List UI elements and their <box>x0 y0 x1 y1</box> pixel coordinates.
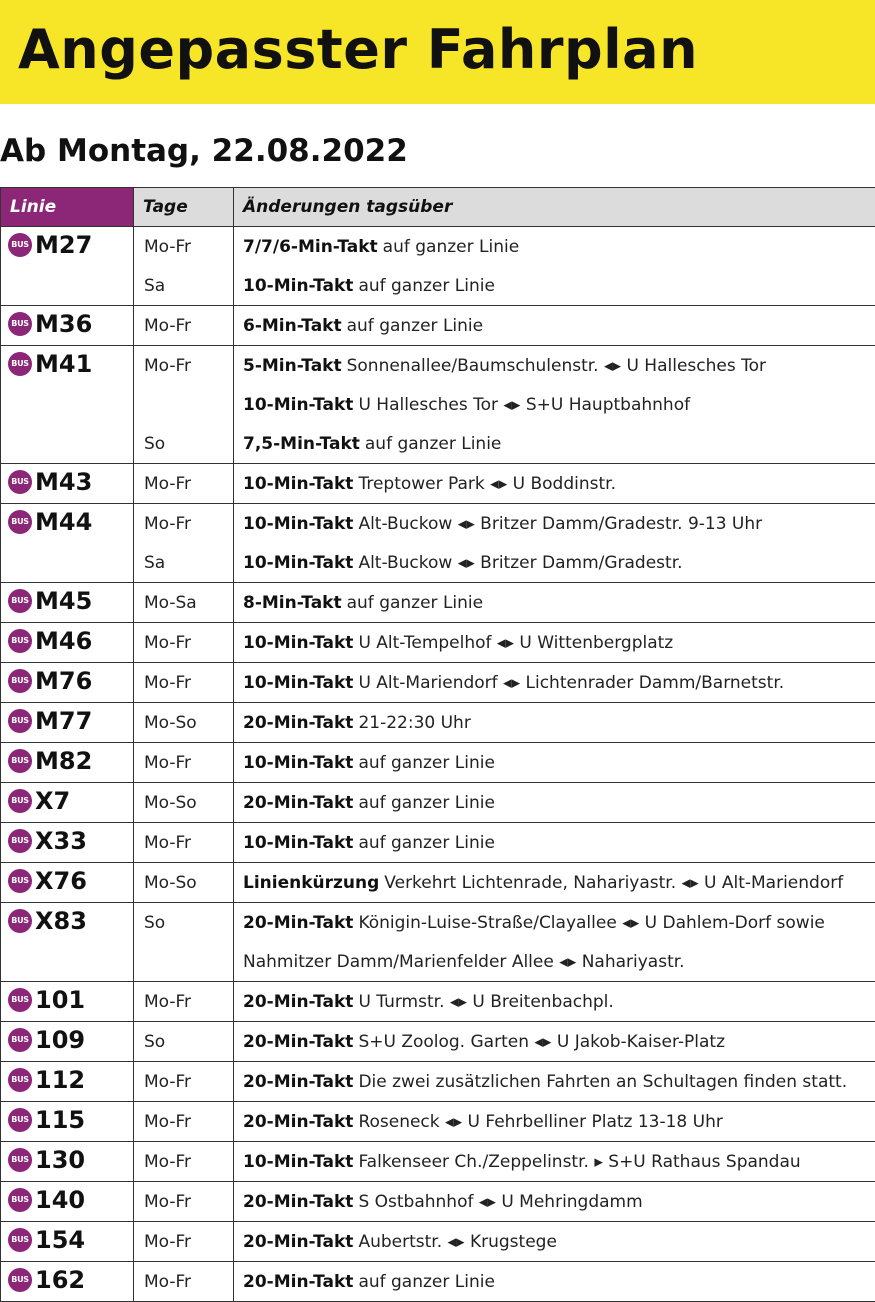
change-entry <box>234 982 875 1021</box>
line-cell <box>1 227 134 306</box>
frequency-label: 10-Min-Takt <box>243 276 353 296</box>
days-value: Mo-Fr <box>134 743 233 782</box>
days-value: Mo-Fr <box>134 346 233 385</box>
change-entry <box>234 346 875 385</box>
days-value: Mo-Fr <box>134 1102 233 1141</box>
change-entry <box>234 783 875 822</box>
change-entry <box>234 227 875 266</box>
table-row <box>1 1222 875 1262</box>
days-cell <box>134 1222 234 1262</box>
frequency-label: 10-Min-Takt <box>243 553 353 573</box>
bus-icon: BUS <box>8 988 32 1012</box>
bus-icon: BUS <box>8 789 32 813</box>
change-description: auf ganzer Linie <box>347 593 484 613</box>
table-row <box>1 982 875 1022</box>
table-row <box>1 504 875 583</box>
table-row <box>1 783 875 823</box>
changes-cell <box>234 306 875 346</box>
frequency-label: 20-Min-Takt <box>243 1112 353 1132</box>
days-value <box>134 942 233 981</box>
days-cell <box>134 227 234 306</box>
bus-icon: BUS <box>8 589 32 613</box>
days-value: Mo-Fr <box>134 663 233 702</box>
days-cell <box>134 1262 234 1302</box>
change-description: auf ganzer Linie <box>358 753 495 773</box>
change-entry <box>234 504 875 543</box>
table-row <box>1 1262 875 1302</box>
bus-icon: BUS <box>8 629 32 653</box>
frequency-label: 20-Min-Takt <box>243 793 353 813</box>
changes-cell <box>234 464 875 504</box>
changes-cell <box>234 982 875 1022</box>
line-cell <box>1 783 134 823</box>
change-entry <box>234 623 875 662</box>
change-entry <box>234 1182 875 1221</box>
change-entry <box>234 1142 875 1181</box>
table-row <box>1 1142 875 1182</box>
line-cell <box>1 346 134 464</box>
frequency-label: 6-Min-Takt <box>243 316 342 336</box>
line-cell <box>1 1182 134 1222</box>
change-description: Die zwei zusätzlichen Fahrten an Schultagen finden statt. <box>358 1072 847 1092</box>
line-number: 109 <box>35 1026 85 1054</box>
bus-icon: BUS <box>8 1148 32 1172</box>
line-cell <box>1 743 134 783</box>
change-entry <box>234 1262 875 1301</box>
change-description: S+U Zoolog. Garten ◂▸ U Jakob-Kaiser-Platz <box>358 1032 725 1052</box>
frequency-label: 20-Min-Takt <box>243 1232 353 1252</box>
changes-cell <box>234 863 875 903</box>
line-number: 115 <box>35 1106 85 1134</box>
days-value: Sa <box>134 543 233 582</box>
change-description: auf ganzer Linie <box>358 1272 495 1292</box>
change-entry <box>234 942 875 981</box>
frequency-label: 10-Min-Takt <box>243 474 353 494</box>
change-entry <box>234 543 875 582</box>
line-number: X7 <box>35 787 70 815</box>
days-cell <box>134 346 234 464</box>
days-value: Mo-Fr <box>134 982 233 1021</box>
days-value: Mo-Fr <box>134 1182 233 1221</box>
change-description: auf ganzer Linie <box>358 276 495 296</box>
days-cell <box>134 1062 234 1102</box>
frequency-label: 5-Min-Takt <box>243 356 342 376</box>
change-description: Königin-Luise-Straße/Clayallee ◂▸ U Dahlem-Dorf sowie <box>358 913 824 933</box>
bus-icon: BUS <box>8 510 32 534</box>
days-cell <box>134 306 234 346</box>
days-cell <box>134 583 234 623</box>
frequency-label: 10-Min-Takt <box>243 395 353 415</box>
line-number: M77 <box>35 707 92 735</box>
changes-cell <box>234 1262 875 1302</box>
change-entry <box>234 464 875 503</box>
changes-cell <box>234 1022 875 1062</box>
table-row <box>1 306 875 346</box>
table-row <box>1 1062 875 1102</box>
frequency-label: 8-Min-Takt <box>243 593 342 613</box>
line-number: M45 <box>35 587 92 615</box>
line-cell <box>1 903 134 982</box>
changes-cell <box>234 743 875 783</box>
bus-icon: BUS <box>8 1268 32 1292</box>
bus-icon: BUS <box>8 1108 32 1132</box>
line-number: 140 <box>35 1186 85 1214</box>
frequency-label: 10-Min-Takt <box>243 753 353 773</box>
line-number: X33 <box>35 827 87 855</box>
change-description: U Turmstr. ◂▸ U Breitenbachpl. <box>358 992 613 1012</box>
table-row <box>1 743 875 783</box>
changes-cell <box>234 1102 875 1142</box>
frequency-label: 10-Min-Takt <box>243 673 353 693</box>
change-entry <box>234 703 875 742</box>
days-value: So <box>134 1022 233 1061</box>
line-cell <box>1 1062 134 1102</box>
line-cell <box>1 504 134 583</box>
change-description: Aubertstr. ◂▸ Krugstege <box>358 1232 556 1252</box>
line-cell <box>1 583 134 623</box>
change-entry <box>234 743 875 782</box>
days-cell <box>134 1022 234 1062</box>
line-number: X83 <box>35 907 87 935</box>
line-cell <box>1 1222 134 1262</box>
change-description: Falkenseer Ch./Zeppelinstr. ▸ S+U Rathaus Spandau <box>358 1152 800 1172</box>
table-row <box>1 346 875 464</box>
line-cell <box>1 623 134 663</box>
change-entry <box>234 385 875 424</box>
line-number: M76 <box>35 667 92 695</box>
table-row <box>1 863 875 903</box>
line-number: M36 <box>35 310 92 338</box>
changes-cell <box>234 903 875 982</box>
change-description: U Alt-Mariendorf ◂▸ Lichtenrader Damm/Barnetstr. <box>358 673 784 693</box>
line-cell <box>1 306 134 346</box>
line-number: 162 <box>35 1266 85 1294</box>
change-entry <box>234 1102 875 1141</box>
bus-icon: BUS <box>8 352 32 376</box>
frequency-label: 10-Min-Takt <box>243 1152 353 1172</box>
days-value: Mo-Fr <box>134 1062 233 1101</box>
change-description: Sonnenallee/Baumschulenstr. ◂▸ U Hallesches Tor <box>347 356 766 376</box>
frequency-label: 20-Min-Takt <box>243 992 353 1012</box>
line-cell <box>1 823 134 863</box>
days-value: Mo-Fr <box>134 227 233 266</box>
frequency-label: 20-Min-Takt <box>243 1272 353 1292</box>
change-entry <box>234 863 875 902</box>
table-row <box>1 227 875 306</box>
change-description: Roseneck ◂▸ U Fehrbelliner Platz 13-18 Uhr <box>358 1112 722 1132</box>
days-cell <box>134 703 234 743</box>
days-value <box>134 385 233 424</box>
change-description: S Ostbahnhof ◂▸ U Mehringdamm <box>358 1192 642 1212</box>
bus-icon: BUS <box>8 869 32 893</box>
line-number: M82 <box>35 747 92 775</box>
line-number: 154 <box>35 1226 85 1254</box>
frequency-label: 10-Min-Takt <box>243 833 353 853</box>
table-header-row <box>1 188 875 227</box>
days-cell <box>134 464 234 504</box>
line-cell <box>1 703 134 743</box>
changes-cell <box>234 703 875 743</box>
change-description: Verkehrt Lichtenrade, Nahariyastr. ◂▸ U Alt-Mariendorf <box>384 873 843 893</box>
change-entry <box>234 583 875 622</box>
table-row <box>1 1102 875 1142</box>
days-cell <box>134 783 234 823</box>
table-row <box>1 623 875 663</box>
bus-icon: BUS <box>8 829 32 853</box>
bus-icon: BUS <box>8 709 32 733</box>
days-value: Sa <box>134 266 233 305</box>
days-value: Mo-Fr <box>134 1222 233 1261</box>
change-entry <box>234 1062 875 1101</box>
line-number: M41 <box>35 350 92 378</box>
frequency-label: 7,5-Min-Takt <box>243 434 360 454</box>
change-description: auf ganzer Linie <box>358 833 495 853</box>
line-number: 101 <box>35 986 85 1014</box>
table-row <box>1 583 875 623</box>
changes-cell <box>234 504 875 583</box>
days-value: Mo-Fr <box>134 823 233 862</box>
change-entry <box>234 1022 875 1061</box>
days-value: Mo-Fr <box>134 504 233 543</box>
days-cell <box>134 823 234 863</box>
bus-icon: BUS <box>8 909 32 933</box>
line-cell <box>1 663 134 703</box>
changes-cell <box>234 583 875 623</box>
change-description: Nahmitzer Damm/Marienfelder Allee ◂▸ Nahariyastr. <box>243 952 685 972</box>
change-description: auf ganzer Linie <box>347 316 484 336</box>
line-number: M43 <box>35 468 92 496</box>
changes-cell <box>234 1142 875 1182</box>
schedule-table <box>0 187 875 1302</box>
line-cell <box>1 1262 134 1302</box>
changes-cell <box>234 663 875 703</box>
bus-icon: BUS <box>8 749 32 773</box>
frequency-label: 20-Min-Takt <box>243 1192 353 1212</box>
line-number: 130 <box>35 1146 85 1174</box>
changes-cell <box>234 623 875 663</box>
page-title: Angepasster Fahrplan <box>18 18 698 81</box>
frequency-label: 20-Min-Takt <box>243 1072 353 1092</box>
days-value: Mo-So <box>134 783 233 822</box>
days-cell <box>134 903 234 982</box>
days-cell <box>134 504 234 583</box>
table-row <box>1 464 875 504</box>
line-cell <box>1 1102 134 1142</box>
days-value: Mo-Fr <box>134 1142 233 1181</box>
line-cell <box>1 1022 134 1062</box>
line-number: M46 <box>35 627 92 655</box>
changes-cell <box>234 1222 875 1262</box>
days-value: Mo-So <box>134 863 233 902</box>
days-value: Mo-Sa <box>134 583 233 622</box>
changes-cell <box>234 1062 875 1102</box>
days-cell <box>134 1182 234 1222</box>
line-number: M27 <box>35 231 92 259</box>
bus-icon: BUS <box>8 470 32 494</box>
days-cell <box>134 1102 234 1142</box>
days-cell <box>134 863 234 903</box>
days-value: Mo-Fr <box>134 1262 233 1301</box>
table-row <box>1 663 875 703</box>
column-header-aenderungen: Änderungen tagsüber <box>234 188 875 227</box>
line-number: 112 <box>35 1066 85 1094</box>
changes-cell <box>234 346 875 464</box>
table-row <box>1 903 875 982</box>
frequency-label: 10-Min-Takt <box>243 514 353 534</box>
change-description: U Hallesches Tor ◂▸ S+U Hauptbahnhof <box>358 395 690 415</box>
frequency-label: 20-Min-Takt <box>243 713 353 733</box>
days-value: So <box>134 424 233 463</box>
column-header-tage: Tage <box>134 188 234 227</box>
frequency-label: 20-Min-Takt <box>243 1032 353 1052</box>
days-cell <box>134 623 234 663</box>
bus-icon: BUS <box>8 1228 32 1252</box>
change-description: Alt-Buckow ◂▸ Britzer Damm/Gradestr. 9-13 Uhr <box>358 514 762 534</box>
change-description: Alt-Buckow ◂▸ Britzer Damm/Gradestr. <box>358 553 682 573</box>
table-row <box>1 1182 875 1222</box>
frequency-label: Linienkürzung <box>243 873 379 893</box>
days-cell <box>134 663 234 703</box>
line-cell <box>1 863 134 903</box>
bus-icon: BUS <box>8 1028 32 1052</box>
changes-cell <box>234 823 875 863</box>
change-description: U Alt-Tempelhof ◂▸ U Wittenbergplatz <box>358 633 673 653</box>
change-entry <box>234 823 875 862</box>
changes-cell <box>234 1182 875 1222</box>
change-description: Treptower Park ◂▸ U Boddinstr. <box>358 474 616 494</box>
line-cell <box>1 464 134 504</box>
bus-icon: BUS <box>8 1068 32 1092</box>
days-value: Mo-So <box>134 703 233 742</box>
changes-cell <box>234 783 875 823</box>
days-cell <box>134 982 234 1022</box>
line-number: M44 <box>35 508 92 536</box>
days-value: So <box>134 903 233 942</box>
days-value: Mo-Fr <box>134 464 233 503</box>
bus-icon: BUS <box>8 1188 32 1212</box>
change-entry <box>234 266 875 305</box>
change-description: auf ganzer Linie <box>358 793 495 813</box>
days-cell <box>134 743 234 783</box>
change-entry <box>234 663 875 702</box>
change-description: auf ganzer Linie <box>365 434 502 454</box>
frequency-label: 10-Min-Takt <box>243 633 353 653</box>
change-entry <box>234 1222 875 1261</box>
frequency-label: 20-Min-Takt <box>243 913 353 933</box>
title-banner <box>0 0 875 104</box>
days-cell <box>134 1142 234 1182</box>
frequency-label: 7/7/6-Min-Takt <box>243 237 378 257</box>
table-row <box>1 1022 875 1062</box>
table-row <box>1 823 875 863</box>
change-entry <box>234 424 875 463</box>
change-entry <box>234 903 875 942</box>
line-number: X76 <box>35 867 87 895</box>
effective-date: Ab Montag, 22.08.2022 <box>0 133 408 169</box>
table-row <box>1 703 875 743</box>
days-value: Mo-Fr <box>134 306 233 345</box>
changes-cell <box>234 227 875 306</box>
bus-icon: BUS <box>8 669 32 693</box>
column-header-linie: Linie <box>1 188 134 227</box>
bus-icon: BUS <box>8 312 32 336</box>
line-cell <box>1 982 134 1022</box>
bus-icon: BUS <box>8 233 32 257</box>
change-entry <box>234 306 875 345</box>
days-value: Mo-Fr <box>134 623 233 662</box>
change-description: 21-22:30 Uhr <box>358 713 470 733</box>
line-cell <box>1 1142 134 1182</box>
change-description: auf ganzer Linie <box>383 237 520 257</box>
